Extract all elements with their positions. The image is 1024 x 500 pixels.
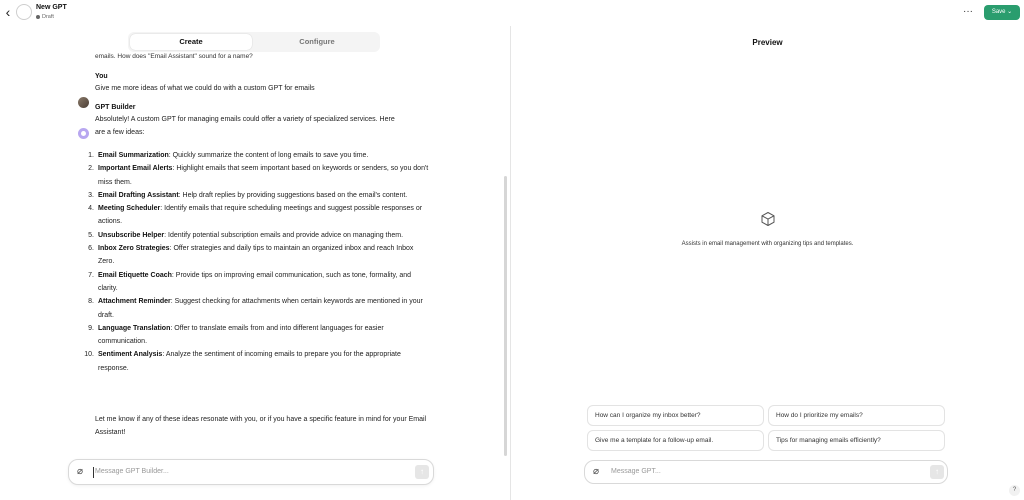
list-item-text: : Highlight emails that seem important based on keywords or senders, so you don't miss them.	[98, 165, 429, 186]
list-item	[84, 295, 429, 322]
list-item-text: : Identify potential subscription emails and provide advice on managing them.	[164, 231, 404, 239]
gpt-builder-avatar	[78, 128, 89, 139]
preview-panel	[511, 26, 1024, 500]
tab-create[interactable]: Create	[130, 34, 252, 50]
suggestion-chip[interactable]: Give me a template for a follow-up email.	[587, 430, 764, 451]
preview-message-input[interactable]	[584, 460, 948, 484]
list-item-title: Sentiment Analysis	[98, 351, 163, 359]
user-message: Give me more ideas of what we could do with a custom GPT for emails	[95, 85, 315, 92]
list-number: 5.	[88, 231, 94, 239]
user-avatar	[78, 97, 89, 108]
list-item-text: : Help draft replies by providing suggestions based on the email's content.	[178, 191, 408, 199]
list-item-text: : Offer strategies and daily tips to maintain an organized inbox and reach Inbox Zero.	[98, 245, 414, 266]
preview-title: Preview	[752, 38, 783, 47]
list-number: 8.	[88, 298, 94, 306]
list-item-title: Important Email Alerts	[98, 165, 173, 173]
help-button[interactable]: ?	[1009, 485, 1020, 496]
list-number: 3.	[88, 191, 94, 199]
list-item	[84, 269, 429, 296]
suggestion-chip[interactable]: Tips for managing emails efficiently?	[768, 430, 945, 451]
list-item-title: Email Drafting Assistant	[98, 191, 179, 199]
list-number: 10.	[84, 351, 94, 359]
list-item-text: : Offer to translate emails from and into different languages for easier communication.	[98, 324, 384, 346]
send-arrow-icon[interactable]: ↑	[415, 465, 429, 479]
status-dot-icon	[36, 15, 40, 19]
list-item-title: Inbox Zero Strategies	[98, 245, 170, 253]
builder-message-input[interactable]	[68, 459, 434, 485]
list-number: 1.	[88, 152, 94, 159]
paperclip-icon[interactable]: ⌀	[593, 466, 600, 477]
list-item	[84, 348, 429, 375]
list-item-title: Attachment Reminder	[98, 298, 171, 306]
more-options-button[interactable]: ···	[963, 6, 973, 17]
list-item-text: : Quickly summarize the content of long emails to save you time.	[168, 152, 369, 159]
previous-message-fragment: emails. How does "Email Assistant" sound for a name?	[95, 53, 253, 60]
top-bar	[0, 0, 1024, 26]
cube-icon	[760, 211, 776, 227]
gpt-name: New GPT	[36, 4, 67, 11]
list-number: 4.	[88, 205, 94, 213]
list-number: 9.	[88, 324, 94, 332]
draft-status-label: Draft	[42, 14, 54, 20]
draft-status	[36, 14, 54, 20]
list-item	[84, 189, 429, 202]
list-item	[84, 322, 429, 349]
suggestion-chip[interactable]: How do I prioritize my emails?	[768, 405, 945, 426]
bot-closing-message: Let me know if any of these ideas resonate with you, or if you have a specific feature in mind for your Email Assistant!	[95, 416, 427, 437]
list-item-title: Unsubscribe Helper	[98, 231, 165, 239]
list-item-text: : Provide tips on improving email communication, such as tone, formality, and clarity.	[98, 271, 412, 292]
chat-scrollbar[interactable]	[504, 176, 507, 456]
list-item-title: Email Etiquette Coach	[98, 271, 172, 279]
builder-input-placeholder: Message GPT Builder...	[95, 468, 169, 475]
list-item-title: Language Translation	[98, 324, 171, 332]
list-number: 6.	[88, 245, 94, 253]
preview-input-placeholder: Message GPT...	[611, 468, 661, 475]
user-name: You	[95, 73, 108, 80]
list-item	[84, 162, 429, 189]
list-item-text: : Identify emails that require scheduling meetings and suggest possible responses or actions.	[98, 205, 423, 226]
list-item	[84, 229, 429, 242]
bot-intro-line-2: are a few ideas:	[95, 129, 145, 136]
send-arrow-icon[interactable]: ↑	[930, 465, 944, 479]
list-item-title: Email Summarization	[98, 152, 169, 159]
ideas-list	[84, 149, 429, 375]
list-item-text: : Suggest checking for attachments when certain keywords are mentioned in your draft.	[98, 298, 423, 319]
tab-configure[interactable]: Configure	[299, 37, 335, 46]
gpt-avatar[interactable]	[16, 4, 32, 20]
tab-bar	[128, 32, 380, 52]
text-cursor	[93, 467, 94, 478]
list-item	[84, 242, 429, 269]
bot-intro-line-1: Absolutely! A custom GPT for managing emails could offer a variety of specialized services. Here	[95, 116, 395, 123]
list-item	[84, 149, 429, 162]
list-item	[84, 202, 429, 229]
list-item-text: : Analyze the sentiment of incoming emails to prepare you for the appropriate response.	[98, 351, 401, 372]
save-button[interactable]: Save ⌄	[984, 5, 1020, 20]
gpt-description: Assists in email management with organizing tips and templates.	[681, 241, 854, 247]
paperclip-icon[interactable]: ⌀	[77, 466, 84, 477]
chevron-left-icon[interactable]: ‹	[5, 4, 11, 20]
list-number: 2.	[88, 165, 94, 173]
bot-name: GPT Builder	[95, 104, 136, 111]
builder-panel	[0, 26, 510, 500]
suggestion-chip[interactable]: How can I organize my inbox better?	[587, 405, 764, 426]
list-number: 7.	[88, 271, 94, 279]
list-item-title: Meeting Scheduler	[98, 205, 161, 213]
